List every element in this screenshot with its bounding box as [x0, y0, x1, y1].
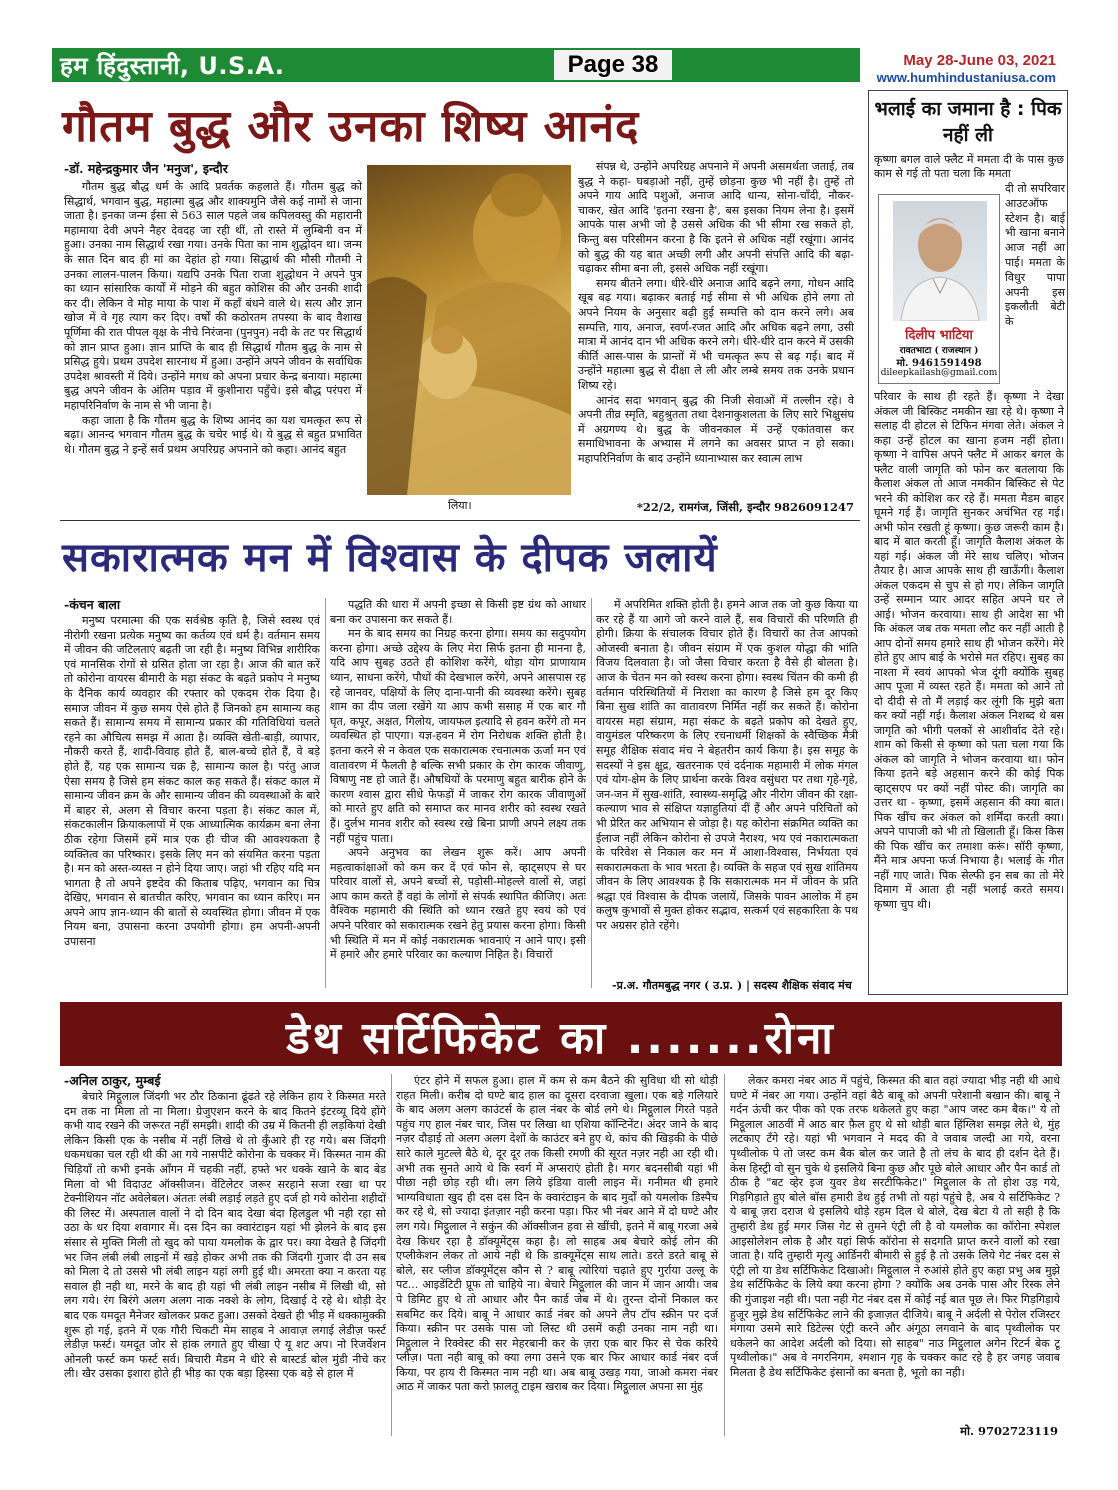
issue-date: May 28-June 03, 2021 — [903, 52, 1056, 69]
article3-author-mobile: मो. 9702723119 — [960, 1424, 1058, 1438]
article1-paragraph: समय बीतने लगा। धीरे-धीरे अनाज आदि बढ़ने लगा, गोधन आदि खूब बढ़ गया। बढ़ाकर बताई गई सीमा से भी अधिक होने लगा तो अपने नियम के अनुसार बढ़ी हुई सम्पत्ति को दान करने लगे। अब सम्पत्ति, गाय, अनाज, स्वर्ण-रजत आदि और अधिक बढ़ने लगा, उसी मात्रा में आनंद दान भी अधिक करने लगे। धीरे-धीरे दान करने में उसकी कीर्ति आस-पास के प्रान्तों में भी चमत्कृत रूप से बढ़ गई। बाद में उन्होंने महात्मा बुद्ध से दीक्षा ले ली और लम्बे समय तक उनके प्रधान शिष्य रहे। — [578, 276, 854, 392]
column-divider — [391, 1074, 392, 1436]
author-portrait-box — [878, 194, 1000, 384]
page-number: Page 38 — [552, 48, 674, 82]
side-story-intro: कृष्णा बगल वाले फ्लैट में ममता दी के पास कुछ काम से गई तो पता चला कि ममता — [874, 153, 1064, 181]
article2-headline: सकारात्मक मन में विश्वास के दीपक जलायें — [62, 535, 718, 581]
article2-paragraph: मनुष्य परमात्मा की एक सर्वश्रेष्ठ कृति है, जिसे स्वस्थ एवं नीरोगी रखना प्रत्येक मनुष्य का कर्तव्य एवं धर्म है। वर्तमान समय में जीवन की जटिलताएं बढ़ती जा रही है। मनुष्य विभिन्न शारीरिक एवं मानसिक रोगों से ग्रसित होता जा रहा है। आज की बात करें तो कोरोना वायरस बीमारी के महा संकट के बढ़ते प्रकोप ने मनुष्य के दैनिक कार्य व्यवहार की रफ्तार को एकदम रोक दिया है। समाज जीवन में कुछ समय ऐसे होते हैं जिनको हम सामान्य कह सकते हैं। सामान्य समय में सामान्य प्रकार की गतिविधियां चलते रहने का औचित्य समझ में आता है। व्यक्ति खेती-बाड़ी, व्यापार, नौकरी करते हैं, शादी-विवाह होते हैं, बाल-बच्चे होते हैं, वे बड़े होते हैं, यह एक सामान्य चक्र है, सामान्य काल है। परंतु आज ऐसा समय है जिसे हम संकट काल कह सकते हैं। संकट काल में सामान्य जीवन क्रम के और सामान्य जीवन की व्यवस्थाओं के बारे में बाहर से, अलग से विचार करना पड़ता है। संकट काल में, संकटकालीन क्रियाकलापों में एक आध्यात्मिक कार्यक्रम बना लेना ठीक रहेगा जिसमें हमें मात्र एक ही चीज की आवश्यकता है व्यक्तित्व का परिष्कार। इसके लिए मन को संयमित करना पड़ता है। मन को अस्त-व्यस्त न होने दिया जाए। जहां भी रहिए यदि मन भागता है तो अपने इष्टदेव की किताब पढ़िए, भगवान का चित्र देखिए, भगवान से बातचीत करिए, भगवान का ध्यान करिए। मन अपने आप ज्ञान-ध्यान की बातों से व्यवस्थित होगा। जीवन में एक नियम बना, उपासना करना उपयोगी होगा। हम अपनी-अपनी उपासना — [64, 614, 320, 949]
article3-column-3 — [730, 1074, 1060, 1426]
side-story-wrap-text: दी तो सपरिवार आउटऑफ स्टेशन है। बाई भी खाना बनाने आज नहीं आ पाई। ममता के विधुर पापा अपनी इस इकलौती बेटी के — [1005, 182, 1065, 329]
article3-byline: -अनिल ठाकुर, मुम्बई — [64, 1073, 161, 1088]
article1-continued-text: लिया। — [448, 499, 472, 512]
column-divider — [591, 598, 592, 988]
article3-paragraph: लेकर कमरा नंबर आठ में पहुंचे, किस्मत की बात वहां ज्यादा भीड़ नही थी आधे घण्टे में नंबर आ गया। उन्होंने वहां बैठे बाबू को अपनी परेशानी बखान की। बाबू ने गर्दन ऊंची कर पीक को एक तरफ थकेलते हुए कहा "आप जस्ट कम बैक।" ये तो मिट्ठूलाल आठवीं में आठ बार फ़ैल हुए थे सो थोड़ी बात हिंग्लिश समझ लेते थे, मुंह लटकाए टँगे रहे। यहां भी भगवान ने मदद की वे जवाब जल्दी आ गये, वरना पृथ्वीलोक पे तो जस्ट कम बैक बोल कर जाते है तो लंच के बाद ही दर्शन देते हैं। केस हिस्ट्री वो सुन चुके थे इसलिये बिना कुछ और पूछे बोले आधार और पैन कार्ड तो ठीक है "बट व्हेर इज युवर डेथ सरटीफिकेट।" मिट्ठूलाल के तो होश उड़ गये, गिड़गिड़ाते हुए बोले बॉस हमारी डेथ हुई तभी तो यहां पहुंचे है, अब ये सर्टिफिकेट ? ये बाबू ज़रा दराज थे इसलिये थोड़े रहम दिल थे बोले, देख बेटा ये तो सही है कि तुम्हारी डेथ हुई मगर जिस गेट से तुमने एंट्री ली है वो यमलोक का कॉरोना स्पेशल आइसोलेशन लोक है और यहां सिर्फ कॉरोना से सदगति प्राप्त करने वालों को रखा जाता है। यदि तुम्हारी मृत्यु आर्डिनरी बीमारी से हुई है तो उसके लिये गेट नंबर दस से एंट्री लो या डेथ सर्टिफिकेट दिखाओ। मिट्ठूलाल ने रुआंसे होते हुए कहा प्रभु अब मुझे डेथ सर्टिफिकेट के लिये क्या करना होगा ? क्योंकि अब उनके पास और रिस्क लेने की गुंजाइश नही थी। पता नही गेट नंबर दस में कोई नई बात पूछ ले। फिर गिड़गिड़ाये हुजूर मुझे डेथ सर्टिफिकेट लाने की इजाज़त दीजिये। बाबू ने अर्दली से पेरोल रजिस्टर मंगाया उसमे सारे डिटेल्स एंट्री करने और अंगूठा लगवाने के बाद पृथ्वीलोक पर धकेलने का आदेश अर्दली को दिया। सो साहब" नाउ मिट्ठूलाल अगेन रिटर्न बेक टू पृथ्वीलोक।" अब वे नगरनिगम, श्मशान गृह के चक्कर काट रहे है हर जगह जवाब मिलता है डेथ सर्टिफिकेट इंसानों का बनता है, भूतो का नही। — [730, 1074, 1060, 1379]
article1-byline: -डॉ. महेन्द्रकुमार जैन 'मनुज', इन्दौर — [64, 161, 228, 176]
article1-column-1 — [64, 180, 362, 518]
column-divider — [724, 1074, 725, 1436]
person-silhouette-icon — [893, 201, 987, 321]
article2-paragraph: अपने अनुभव का लेखन शुरू करें। आप अपनी महत्वाकांक्षाओं को कम कर दें एवं फोन से, व्हाट्सएप से घर परिवार वालों से, अपने बच्चों से, पड़ोसी-मोहल्ले वालों से, जहां आप काम करते हैं वहां के लोगों से संपर्क स्थापित कीजिए। अतः वैश्विक महामारी की स्थिति को ध्यान रखते हुए स्वयं को एवं अपने परिवार को सकारात्मक रखने हेतु प्रयास करना होगा। किसी भी स्थिति में मन में कोई नकारात्मक भावनाएं न आने पाए। इसी में हमारे और हमारे परिवार का कल्याण निहित है। विचारों — [330, 846, 586, 962]
article1-author-address: *22/2, रामगंज, जिंसी, इन्दौर 9826091247 — [636, 500, 854, 514]
article3-paragraph: बेचारे मिट्ठूलाल जिंदगी भर ठौर ठिकाना ढूंढते रहे लेकिन हाय रे किस्मत मरते दम तक ना मिला तो ना मिला। ग्रेजुएशन करने के बाद कितने इंटरव्यू दिये होंगे कभी याद रखने की जरूरत नहीं समझी। शादी की उम्र में कितनी ही लड़कियां देखी लेकिन किसी एक के नसीब में नहीं लिखे थे तो कुँआरे ही रह गये। बस जिंदगी धकमधका चल रही थी की आ गये नासपीटे कोरोना के चक्कर में। किस्मत नाम की चिड़ियाँ तो कभी इनके आँगन में चहकी नहीं, हफ्ते भर धक्के खाने के बाद बेड मिला वो भी विदाउट ऑक्सीजन। वेंटिलेटर जरूर सरहाने सजा रखा था पर टेक्नीशियन नॉट अवेलेबल। अंततः लंबी लड़ाई लड़ते हुए दर्ज हो गये कोरोना शहीदों की लिस्ट में। अस्पताल वालों ने दो दिन बाद देखा बंदा हिलडुल भी नही रहा सो उठा के धर दिया शवागार में। दस दिन का क्वारंटाइन यहां भी झेलने के बाद इस संसार से मुक्ति मिली तो खुद को पाया यमलोक के द्वार पर। क्या देखते है जिंदगी भर जिन लंबी लंबी लाइनों में खड़े होकर अभी तक की जिंदगी गुजार दी उन सब को मिला दे तो उससे भी लंबी लाइन यहां लगी हुई थी। अमरता क्या न करता यह सवाल ही नही था, मरने के बाद ही यहां भी लंबी लाइन नसीब में लिखी थी, सो लग गये। रंग बिरंगे अलग अलग नाक नक्शे के लोग, दिखाई दे रहे थे। थोड़ी देर बाद एक यमदूत मैनेजर खोलकर प्रकट हुआ। उसको देखते ही भीड़ में धक्कामुक्की शुरू हो गई, इतने में एक गौरी चिकटी मेम साहब ने आवाज़ लगाई लेडीज़ फर्स्ट लेडीज़ फर्स्ट। यमदूत जोर से हांक लगाते हुए चीखा ऐ यू शट अप। नो रिजर्वेशन ओनली फर्स्ट कम फर्स्ट सर्व। बिचारी मैडम ने धीरे से बास्टर्ड बोल मुंडी नीचे कर ली। खैर उसका इशारा होते ही भीड़ का एक बड़ा हिस्सा एक बड़े से हाल में — [64, 1090, 386, 1381]
publication-title: हम हिंदुस्तानी, U.S.A. — [60, 52, 285, 80]
author-location: रावतभाटा ( राजस्थान ) — [899, 346, 979, 356]
author-email[interactable]: dileepkailash@gmail.com — [880, 368, 998, 378]
article2-column-2 — [330, 598, 586, 992]
article3-headline: डेथ सर्टिफिकेट का .......रोना — [286, 1013, 836, 1064]
article2-byline: -कंचन बाला — [64, 597, 121, 612]
article3-column-1 — [64, 1090, 386, 1436]
article2-signature: -प्र.अ. गौतमबुद्ध नगर ( उ.प्र. ) | सदस्य शैक्षिक संवाद मंच — [612, 979, 852, 992]
author-photo — [893, 201, 987, 321]
buddha-ananda-image — [367, 165, 571, 495]
article2-paragraph: पद्धति की धारा में अपनी इच्छा से किसी इष्ट ग्रंथ को आधार बना कर उपासना कर सकते हैं। — [330, 598, 586, 626]
author-name: दिलीप भाटिया — [905, 328, 973, 343]
article2-column-3 — [596, 598, 858, 978]
article1-paragraph: आनंद सदा भगवान् बुद्ध की निजी सेवाओं में तल्लीन रहे। वे अपनी तीव्र स्मृति, बहुश्रुतता तथा देशनाकुशलता के लिए सारे भिक्षुसंघ में अग्रगण्य थे। बुद्ध के जीवनकाल में उन्हें एकांतवास कर समाधिभावना के अभ्यास में लगने का अवसर प्राप्त न हो सका। महापरिनिर्वाण के बाद उन्होंने ध्यानाभ्यास कर स्वात्म लाभ — [578, 393, 854, 465]
article1-paragraph: कहा जाता है कि गौतम बुद्ध के शिष्य आनंद का यश चमत्कृत रूप से बढ़ा। आनन्द भगवान गौतम बुद्ध के चचेर भाई थे। ये बुद्ध से बहुत प्रभावित थे। गौतम बुद्ध ने इन्हें सर्व प्रथम अपरिग्रह अपनाने को कहा। आनंद बहुत — [64, 413, 362, 456]
masthead — [0, 0, 1118, 90]
side-story-body: परिवार के साथ ही रहते हैं। कृष्णा ने देखा अंकल जी बिस्किट नमकीन खा रहे थे। कृष्णा ने सलाह दी होटल से टिफिन मंगवा लेते। अंकल ने कहा उन्हें होटल का खाना हजम नहीं होता। कृष्णा ने वापिस अपने फ्लैट में आकर बगल के फ्लैट वाली जागृति को फोन कर बतलाया कि कैलाश अंकल तो आज नमकीन बिस्किट से पेट भरने की कोशिश कर रहे हैं। ममता मैडम बाहर घूमने गई हैं। जागृति सुनकर अचंभित रह गई। अभी फोन रखती हूं कृष्णा। कुछ जरूरी काम है। बाद में बात करती हूँ। जागृति कैलाश अंकल के यहां गई। अंकल जी मेरे साथ चलिए। भोजन तैयार है। आज आपके साथ ही खाऊँगी। कैलाश अंकल एकदम से चुप से हो गए। लेकिन जागृति उन्हें सम्मान प्यार आदर सहित अपने घर ले आई। भोजन करवाया। साथ ही आदेश सा भी कि अंकल जब तक ममता लौट कर नहीं आती है आप दोनों समय हमारे साथ ही भोजन करेंगे। मेरे होते हुए आप बाई के भरोसे मत रहिए। सुबह का नाश्ता में स्वयं आपको भेज दूंगी क्योंकि सुबह आप पूजा में व्यस्त रहते हैं। ममता को आने तो दो दीदी से तो मैं लड़ाई कर लूंगी कि मुझे बता कर क्यों नहीं गई। कैलाश अंकल निशब्द थे बस जागृति को भीगी पलकों से आशीर्वाद देते रहे। शाम को किसी से कृष्णा को पता चला गया कि अंकल को जागृति ने भोजन करवाया था। फोन किया इतने बड़े अहसान करने की कोई पिक व्हाट्सएप पर क्यों नहीं पोस्ट की। जागृति का उत्तर था - कृष्णा, इसमें अहसान की क्या बात। पिक खींच कर अंकल को शर्मिंदा करती क्या। अपने पापाजी को भी तो खिलाती हूँ। किस किस की पिक खींच कर तमाशा करूं। सॉरी कृष्णा, मैंने मात्र अपना फर्ज निभाया है। भलाई के गीत नहीं गाए जाते। पिक सेल्फी इन सब का तो मेरे दिमाग में आता ही नहीं भलाई करते समय। कृष्णा चुप थी। — [874, 390, 1064, 911]
article2-paragraph: मन के बाद समय का निग्रह करना होगा। समय का सदुपयोग करना होगा। अच्छे उद्देश्य के लिए मेरा सिर्फ इतना ही मानना है, यदि आप सुबह उठते ही कोशिश करेंगे, थोड़ा योग प्राणायाम ध्यान, साधना करेंगे, पौधों की देखभाल करेंगे, अपने आसपास रह रहे जानवर, पक्षियों के लिए दाना-पानी की व्यवस्था करेंगे। सुबह शाम का दीप जला रखेंगे या आप कभी ससाह में एक बार गौ घृत, कपूर, अक्षत, गिलोय, जायफल इत्यादि से हवन करेंगे तो मन व्यवस्थित हो पाएगा। यज्ञ-हवन में रोग निरोधक शक्ति होती है। इतना करने से न केवल एक सकारात्मक रचनात्मक ऊर्जा मन एवं वातावरण में फैलती है बल्कि सभी प्रकार के रोग कारक जीवाणु, विषाणु नष्ट हो जाते हैं। औषधियों के परमाणु बहुत बारीक होने के कारण श्वास द्वारा सीधे फेफड़ों में जाकर रोग कारक जीवाणुओं को मारते हुए क्षति को समाप्त कर मानव शरीर को स्वस्थ रखते हैं। दुर्लभ मानव शरीर को स्वस्थ रखे बिना प्राणी अपने लक्ष्य तक नहीं पहुंच पाता। — [330, 627, 586, 845]
article1-paragraph: गौतम बुद्ध बौद्ध धर्म के आदि प्रवर्तक कहलाते हैं। गौतम बुद्ध को सिद्धार्थ, भगवान बुद्ध, महात्मा बुद्ध और शाक्यमुनि जैसे कई नामों से जाना जाता है। इनका जन्म ईसा से 563 साल पहले जब कपिलवस्तु की महारानी महामाया देवी अपने नैहर देवदह जा रही थीं, तो रास्ते में लुम्बिनी वन में हुआ। उनका नाम सिद्धार्थ रखा गया। उनके पिता का नाम शुद्धोदन था। जन्म के सात दिन बाद ही मां का देहांत हो गया। सिद्धार्थ की मौसी गौतमी ने उनका लालन-पालन किया। यद्यपि उनके पिता राजा शुद्धोधन ने अपने पुत्र का ध्यान सांसारिक कार्यों में मोड़ने की बहुत कोशिस की और उनकी शादी कर दी। लेकिन वे मोह माया के पाश में कहाँ बंधने वाले थे। सत्य और ज्ञान खोज में वे गृह त्याग कर दिए। वर्षों की कठोरतम तपस्या के बाद वैशाख पूर्णिमा की रात पीपल वृक्ष के नीचे निरंजना (पुनपुन) नदी के तट पर सिद्धार्थ को ज्ञान प्राप्त हुआ। ज्ञान प्राप्ति के बाद ही सिद्धार्थ गौतम बुद्ध के नाम से प्रसिद्ध हुये। प्रथम उपदेश सारनाथ में हुआ। उन्होंने अपने जीवन के सर्वाधिक उपदेश श्रावस्ती में दिये। उन्होंने मगध को अपना प्रचार केन्द्र बनाया। महात्मा बुद्ध अपने जीवन के अंतिम पड़ाव में कुशीनारा पहुँचे। इसे बौद्ध परंपरा में महापरिनिर्वाण के नाम से भी जाना है। — [64, 180, 362, 412]
article1-headline: गौतम बुद्ध और उनका शिष्य आनंद — [62, 101, 640, 152]
author-mobile: मो. 9461591498 — [896, 358, 982, 369]
buddha-statue-illustration — [367, 165, 571, 495]
website-link[interactable]: www.humhindustaniusa.com — [876, 70, 1056, 85]
article2-paragraph: में अपरिमित शक्ति होती है। हमने आज तक जो कुछ किया या कर रहे हैं या आगे जो करने वाले हैं, सब विचारों की परिणति ही होगी। क्रिया के संचालक विचार होते हैं। विचारों का तेज आपको ओजस्वी बनाता है। जीवन संग्राम में एक कुशल योद्धा की भांति विजय दिलवाता है। जो जैसा विचार करता है वैसे ही बोलता है। आज के चेतन मन को स्वस्थ करना होगा। स्वस्थ चिंतन की कमी ही वर्तमान परिस्थितियों में निराशा का कारण है जिसे हम दूर किए बिना सुख शांति का वातावरण निर्मित नहीं कर सकते हैं। कोरोना वायरस महा संग्राम, महा संकट के बढ़ते प्रकोप को देखते हुए, वायुमंडल परिष्करण के लिए रचनाधर्मी शिक्षकों के स्वैच्छिक मैत्री समूह शैक्षिक संवाद मंच ने बेहतरीन कार्य किया है। इस समूह के सदस्यों ने इस क्षुद्र, खतरनाक एवं दर्दनाक महामारी में लोक मंगल एवं योग-क्षेम के लिए प्रार्थना करके विश्व वसुंधरा पर तथा गृहे-गृहे, जन-जन में सुख-शांति, स्वास्थ्य-समृद्धि और नीरोग जीवन की रक्षा-कल्याण भाव से संक्षिप्त यज्ञाहुतियां दीं हैं और अपने परिचितों को भी प्रेरित कर अभियान से जोड़ा है। यह कोरोना संक्रमित व्यक्ति का ईलाज नहीं लेकिन कोरोना से उपजे नैराश्य, भय एवं नकारात्मकता के परिवेश से निकाल कर मन में आशा-विश्वास, निर्भयता एवं सकारात्मकता के भाव भरता है। व्यक्ति के सहज एवं सुख शांतिमय जीवन के लिए आवश्यक है कि सकारात्मक मन में जीवन के प्रति श्रद्धा एवं विश्वास के दीपक जलायें, जिसके पावन आलोक में हम कलुष कुभावों से मुक्त होकर सद्भाव, सत्कर्म एवं सहकारिता के पथ पर अग्रसर होते रहेंगे। — [596, 598, 858, 933]
article2-column-1 — [64, 614, 320, 992]
article1-column-3 — [578, 160, 854, 510]
article3-paragraph: एंटर होने में सफल हुआ। हाल में कम से कम बैठने की सुविधा थी सो थोड़ी राहत मिली। करीब दो घण्टे बाद हाल का दूसरा दरवाजा खुला। एक बड़े गलियारे के बाद अलग अलग काउंटर्स के हाल नंबर के बोर्ड लगे थे। मिट्ठूलाल गिरते पड़ते पहुंच गए हाल नंबर चार, जिस पर लिखा था एशिया कॉन्टिनेंट। अंदर जाने के बाद नज़र दौड़ाई तो अलग अलग देशों के काउंटर बने हुए थे, कांच की खिड़की के पीछे सारे काले मुटल्ले बैठे थे, दूर दूर तक किसी रमणी की सूरत नज़र नही आ रही थी। अभी तक सुनते आये थे कि स्वर्ग में अप्सराएं होती है। मगर बदनसीबी यहां भी पीछा नही छोड़ रही थी। लग लिये इंडिया वाली लाइन में। गनीमत थी हमारे भाग्यविधाता खुद ही दस दस दिन के क्वारंटाइन के बाद मुर्दों को यमलोक डिस्पैच कर रहे थे, सो ज्यादा इंतज़ार नही करना पड़ा। फिर भी नंबर आने में दो घण्टे और लग गये। मिट्ठूलाल ने सकुंन की ऑक्सीजन हवा से खींची, इतने में बाबू गरजा अबे देख किधर रहा है डॉक्यूमेंट्स कहा है। लो साहब अब बेचारे कोई लोन की एप्लीकेशन लेकर तो आये नही थे कि डाक्यूमेंट्स साथ लाते। डरते डरते बाबू से बोले, सर प्लीज डॉक्यूमेंट्स कौन से ? बाबू त्योरियां चढ़ाते हुए गुर्राया उल्लू के पट... आइडेंटिटी प्रूफ तो चाहिये ना। बेचारे मिट्ठूलाल की जान में जान आयी। जब पे डिमिट हुए थे तो आधार और पैन कार्ड जेब में थे। तुरन्त दोनों निकाल कर सबमिट कर दिये। बाबू ने आधार कार्ड नंबर को अपने लैप टॉप स्क्रीन पर दर्ज किया। स्क्रीन पर उसके पास जो लिस्ट थी उसमें कही उनका नाम नही था। मिट्ठूलाल ने रिक्वेस्ट की सर मेहरबानी कर के ज़रा एक बार फिर से चेक करिये प्लीज़। पता नही बाबू को क्या लगा उसने एक बार फिर आधार कार्ड नंबर दर्ज किया, पर हाय री किस्मत नाम नही था। अब बाबू उखड़ गया, जाओ कमरा नंबर आठ में जाकर पता करो फ़ालतू टाइम खराब कर दिया। मिट्ठूलाल अपना सा मुंह — [396, 1074, 718, 1394]
article3-column-2 — [396, 1074, 718, 1436]
column-divider — [325, 598, 326, 988]
side-story-headline: भलाई का जमाना है : पिक नहीं ली — [874, 98, 1062, 146]
section-divider — [60, 520, 860, 521]
article1-paragraph: संपन्न थे, उन्होंने अपरिग्रह अपनाने में अपनी असमर्थता जताई, तब बुद्ध ने कहा- घबड़ाओ नहीं, तुम्हें छोड़ना कुछ भी नहीं है। तुम्हें तो अपने गाय आदि पशुओं, अनाज आदि धान्य, सोना-चाँदी, नौकर-चाकर, खेत आदि 'इतना रखना है', बस इसका नियम लेना है। इसमें आपके पास अभी जो है उससे अधिक की भी सीमा रख सकते हो, किन्तु बस परिसीमन करना है कि इतने से अधिक नहीं रखूंगा। आनंद को बुद्ध की यह बात अच्छी लगी और अपनी संपत्ति आदि की बढ़ा-चढ़ाकर सीमा बना ली, इससे अधिक नहीं रखूंगा। — [578, 160, 854, 276]
